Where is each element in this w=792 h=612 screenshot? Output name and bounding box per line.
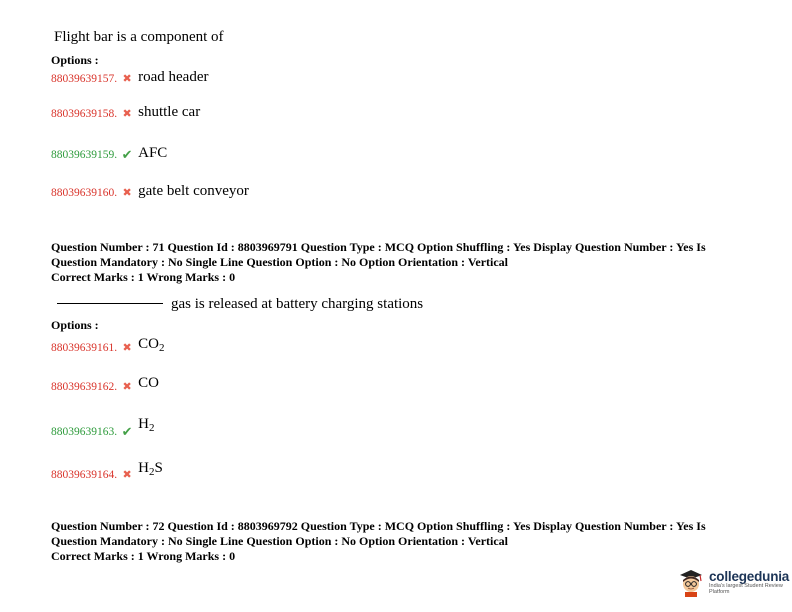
- question-71-option-4: [51, 460, 163, 481]
- wrong-mark-icon: ✖: [122, 108, 132, 120]
- question-70-option-3: [51, 145, 167, 163]
- option-text: AFC: [138, 145, 168, 161]
- option-id: 88039639160.: [51, 187, 118, 199]
- question-72-meta-line-2: Question Mandatory : No Single Line Question Option : No Option Orientation : Vertical: [51, 534, 509, 548]
- logo-name: collegedunia: [709, 569, 790, 584]
- option-text: shuttle car: [138, 104, 201, 120]
- formula-subscript: 2: [158, 342, 165, 354]
- formula-base: H: [138, 460, 149, 476]
- collegedunia-logo: [676, 567, 792, 597]
- question-71-option-1: [51, 336, 164, 354]
- question-72-meta-line-1: Question Number : 72 Question Id : 8803969792 Question Type : MCQ Option Shuffling : Yes Display Question Number : Yes Is: [51, 519, 706, 533]
- question-71-meta-line-2: Question Mandatory : No Single Line Question Option : No Option Orientation : Vertical: [51, 255, 509, 269]
- question-71-meta: [51, 240, 706, 285]
- question-72-meta: [51, 519, 706, 564]
- formula-base: H: [138, 416, 149, 432]
- option-text: [138, 460, 163, 478]
- option-id: 88039639158.: [51, 108, 118, 120]
- question-70-text: Flight bar is a component of: [54, 29, 224, 45]
- option-id: 88039639157.: [51, 73, 118, 85]
- option-text: CO: [138, 375, 159, 391]
- correct-check-icon: ✔: [121, 147, 133, 162]
- option-text: gate belt conveyor: [138, 183, 249, 199]
- question-72-marks: Correct Marks : 1 Wrong Marks : 0: [51, 549, 236, 563]
- question-71-meta-line-1: Question Number : 71 Question Id : 8803969791 Question Type : MCQ Option Shuffling : Yes Display Question Number : Yes Is: [51, 240, 706, 254]
- formula-base: CO: [138, 336, 159, 352]
- logo-tagline: India's largest Student Review Platform: [709, 583, 783, 595]
- option-id: 88039639161.: [51, 342, 118, 354]
- question-71-text: gas is released at battery charging stations: [171, 296, 424, 312]
- fill-in-blank: [57, 303, 163, 304]
- option-id: 88039639163.: [51, 426, 118, 438]
- question-71-text-row: [57, 296, 423, 313]
- correct-check-icon: ✔: [121, 424, 133, 439]
- question-71-option-2: [51, 375, 159, 393]
- option-text: road header: [138, 69, 209, 85]
- wrong-mark-icon: ✖: [122, 73, 132, 85]
- option-id: 88039639164.: [51, 469, 118, 481]
- option-id: 88039639159.: [51, 149, 118, 161]
- question-71-option-3: [51, 416, 154, 440]
- question-70-option-1: [51, 69, 209, 86]
- question-70-option-4: [51, 183, 249, 200]
- wrong-mark-icon: ✖: [122, 469, 132, 481]
- formula-subscript: 2: [148, 422, 155, 434]
- option-id: 88039639162.: [51, 381, 118, 393]
- question-70-option-2: [51, 104, 200, 121]
- option-text: [138, 336, 164, 354]
- formula-suffix: S: [154, 460, 163, 476]
- option-text: [138, 416, 154, 434]
- wrong-mark-icon: ✖: [122, 187, 132, 199]
- wrong-mark-icon: ✖: [122, 381, 132, 393]
- question-71-options-label: Options :: [51, 318, 99, 332]
- question-71-marks: Correct Marks : 1 Wrong Marks : 0: [51, 270, 236, 284]
- mascot-icon: [676, 567, 706, 597]
- wrong-mark-icon: ✖: [122, 342, 132, 354]
- question-70-options-label: Options :: [51, 53, 99, 67]
- formula-subscript: 2: [148, 466, 155, 478]
